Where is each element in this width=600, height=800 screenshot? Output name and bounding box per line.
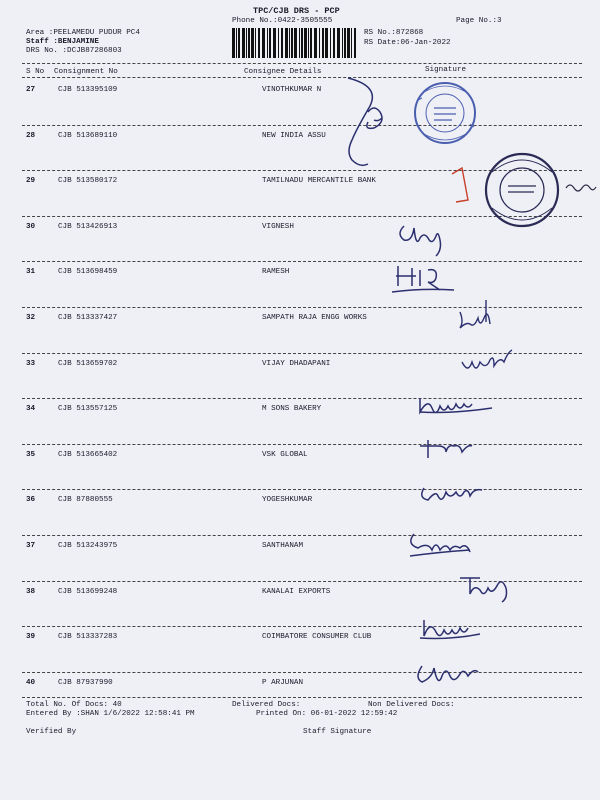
row-sno: 29: [26, 177, 36, 185]
row-consignment: CJB 87937990: [58, 679, 113, 687]
row-consignment: CJB 513243975: [58, 542, 118, 550]
col-sno-header: S No: [26, 68, 45, 76]
row-sno: 30: [26, 223, 36, 231]
row-consignment: CJB 87880555: [58, 496, 113, 504]
col-signature-header: Signature: [425, 66, 467, 74]
drs-number: DRS No. :DCJB87286803: [26, 47, 122, 55]
row-consignee: VIJAY DHADAPANI: [262, 360, 331, 368]
signature-28: [367, 108, 382, 128]
row-consignee: SAMPATH RAJA ENGG WORKS: [262, 314, 367, 322]
area-label: Area :PEELAMEDU PUDUR PC4: [26, 29, 140, 37]
signature-34: [420, 398, 492, 413]
page-number: Page No.:3: [456, 17, 502, 25]
row-sno: 32: [26, 314, 36, 322]
row-consignment: CJB 513689110: [58, 132, 118, 140]
row-consignment: CJB 513337427: [58, 314, 118, 322]
total-docs: Total No. Of Docs: 40: [26, 701, 122, 709]
signature-38: [460, 578, 507, 602]
row-consignee: P ARJUNAN: [262, 679, 304, 687]
row-sno: 34: [26, 405, 36, 413]
row-sno: 38: [26, 588, 36, 596]
red-mark: [452, 168, 468, 202]
row-consignee: VSK GLOBAL: [262, 451, 308, 459]
row-consignment: CJB 513665402: [58, 451, 118, 459]
row-consignment: CJB 513426913: [58, 223, 118, 231]
row-consignment: CJB 513557125: [58, 405, 118, 413]
row-consignee: SANTHANAM: [262, 542, 304, 550]
row-sno: 35: [26, 451, 36, 459]
row-sno: 31: [26, 268, 36, 276]
row-consignment: CJB 513698459: [58, 268, 118, 276]
row-consignee: YOGESHKUMAR: [262, 496, 313, 504]
signature-33: [462, 350, 512, 368]
row-sno: 27: [26, 86, 36, 94]
signature-36: [422, 488, 482, 500]
row-consignment: CJB 513699248: [58, 588, 118, 596]
row-consignee: TAMILNADU MERCANTILE BANK: [262, 177, 376, 185]
signature-37: [410, 534, 470, 556]
row-consignee: RAMESH: [262, 268, 290, 276]
row-sno: 28: [26, 132, 36, 140]
signature-40: [418, 666, 478, 682]
document-title: TPC/CJB DRS - PCP: [253, 6, 340, 16]
entered-by: Entered By :SHAN 1/6/2022 12:58:41 PM: [26, 710, 195, 718]
signature-35: [420, 440, 472, 458]
row-consignee: M SONS BAKERY: [262, 405, 322, 413]
row-consignee: COIMBATORE CONSUMER CLUB: [262, 633, 372, 641]
printed-on: Printed On: 06-01-2022 12:59:42: [256, 710, 398, 718]
verified-by: Verified By: [26, 728, 77, 736]
row-sno: 33: [26, 360, 36, 368]
row-consignment: CJB 513337283: [58, 633, 118, 641]
row-consignment: CJB 513580172: [58, 177, 118, 185]
row-consignment: CJB 513395109: [58, 86, 118, 94]
rs-date: RS Date:06-Jan-2022: [364, 39, 451, 47]
phone-number: Phone No.:0422-3505555: [232, 17, 333, 25]
row-consignee: NEW INDIA ASSU: [262, 132, 326, 140]
row-consignee: VINOTHKUMAR N: [262, 86, 322, 94]
row-sno: 40: [26, 679, 36, 687]
signature-27: [348, 78, 372, 165]
staff-signature: Staff Signature: [303, 728, 372, 736]
staff-label: Staff :BENJAMINE: [26, 38, 99, 46]
row-sno: 36: [26, 496, 36, 504]
col-consignment-header: Consignment No: [54, 68, 118, 76]
row-consignee: VIGNESH: [262, 223, 294, 231]
row-sno: 39: [26, 633, 36, 641]
signature-32: [460, 300, 490, 328]
signature-30: [400, 226, 441, 256]
insurance-stamp: [415, 83, 475, 143]
delivered-docs: Delivered Docs:: [232, 701, 301, 709]
row-sno: 37: [26, 542, 36, 550]
row-consignment: CJB 513659702: [58, 360, 118, 368]
row-consignee: KANALAI EXPORTS: [262, 588, 331, 596]
initials-scribble: [566, 185, 596, 191]
signature-31: [392, 266, 454, 292]
col-consignee-header: Consignee Details: [244, 68, 322, 76]
bank-stamp: [486, 154, 558, 226]
signature-39: [420, 620, 480, 639]
non-delivered-docs: Non Delivered Docs:: [368, 701, 455, 709]
rs-number: RS No.:872868: [364, 29, 424, 37]
